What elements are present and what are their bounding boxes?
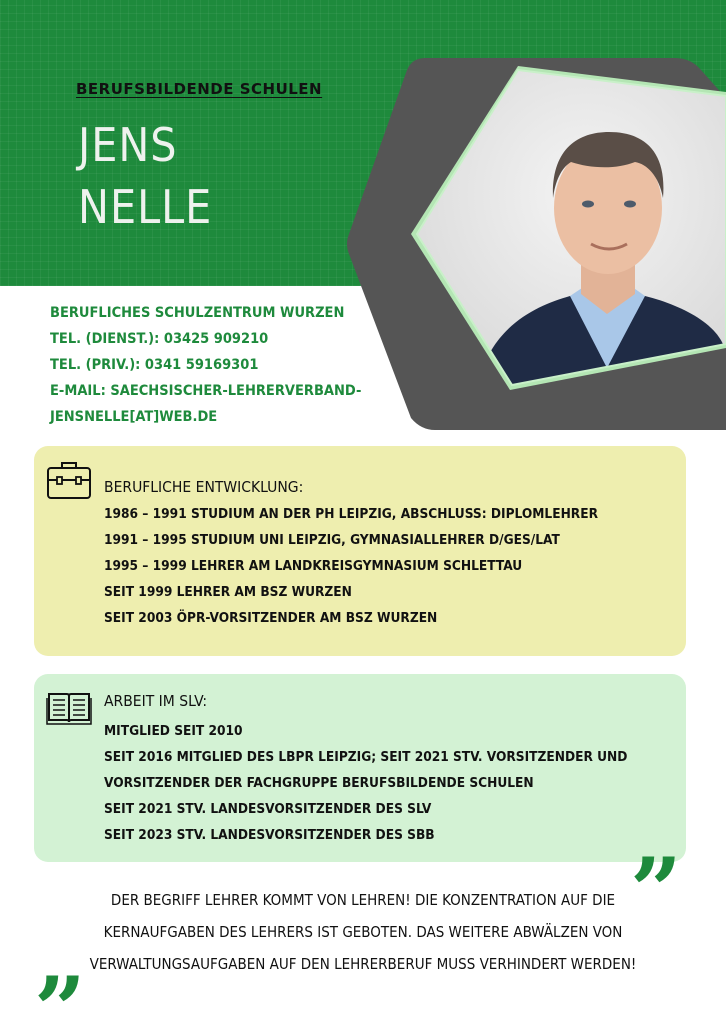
quote-line: VERWALTUNGSAUFGABEN AUF DEN LEHRERBERUF MUSS VERHINDERT WERDEN! <box>89 955 637 973</box>
slv-card <box>34 674 686 862</box>
quote-line: KERNAUFGABEN DES LEHRERS IST GEBOTEN. DAS WEITERE ABWÄLZEN VON <box>103 923 623 941</box>
open-book-icon <box>46 688 92 728</box>
first-name: JENS <box>78 118 178 172</box>
school-name: BERUFLICHES SCHULZENTRUM WURZEN <box>50 305 345 321</box>
slv-title: ARBEIT IM SLV: <box>104 692 208 710</box>
phone-private: TEL. (PRIV.): 0341 59169301 <box>50 357 259 373</box>
opening-quote-icon: ” <box>34 957 86 1024</box>
list-item: SEIT 2023 STV. LANDESVORSITZENDER DES SBB <box>104 827 435 843</box>
list-item: 1995 – 1999 LEHRER AM LANDKREISGYMNASIUM SCHLETTAU <box>104 558 523 574</box>
contact-block <box>50 300 361 430</box>
list-item: SEIT 2003 ÖPR-VORSITZENDER AM BSZ WURZEN <box>104 610 438 626</box>
list-item: 1986 – 1991 STUDIUM AN DER PH LEIPZIG, ABSCHLUSS: DIPLOMLEHRER <box>104 506 599 522</box>
quote-block <box>40 884 686 980</box>
career-card <box>34 446 686 656</box>
last-name: NELLE <box>78 180 213 234</box>
email-line-1: E-MAIL: SAECHSISCHER-LEHRERVERBAND- <box>50 383 362 399</box>
list-item: VORSITZENDER DER FACHGRUPPE BERUFSBILDENDE SCHULEN <box>104 775 534 791</box>
career-list <box>104 501 598 631</box>
list-item: SEIT 2016 MITGLIED DES LBPR LEIPZIG; SEIT 2021 STV. VORSITZENDER UND <box>104 749 628 765</box>
closing-quote-icon: ” <box>630 838 682 944</box>
list-item: 1991 – 1995 STUDIUM UNI LEIPZIG, GYMNASIALLEHRER D/GES/LAT <box>104 532 560 548</box>
quote-line: DER BEGRIFF LEHRER KOMMT VON LEHREN! DIE KONZENTRATION AUF DIE <box>110 891 616 909</box>
list-item: MITGLIED SEIT 2010 <box>104 723 243 739</box>
phone-work: TEL. (DIENST.): 03425 909210 <box>50 331 269 347</box>
briefcase-icon <box>46 460 92 500</box>
school-type-heading: BERUFSBILDENDE SCHULEN <box>76 80 323 98</box>
slv-list <box>104 718 627 848</box>
email-line-2: JENSNELLE[AT]WEB.DE <box>50 409 218 425</box>
list-item: SEIT 1999 LEHRER AM BSZ WURZEN <box>104 584 352 600</box>
list-item: SEIT 2021 STV. LANDESVORSITZENDER DES SLV <box>104 801 432 817</box>
portrait-frame <box>345 58 726 438</box>
career-title: BERUFLICHE ENTWICKLUNG: <box>104 478 304 496</box>
